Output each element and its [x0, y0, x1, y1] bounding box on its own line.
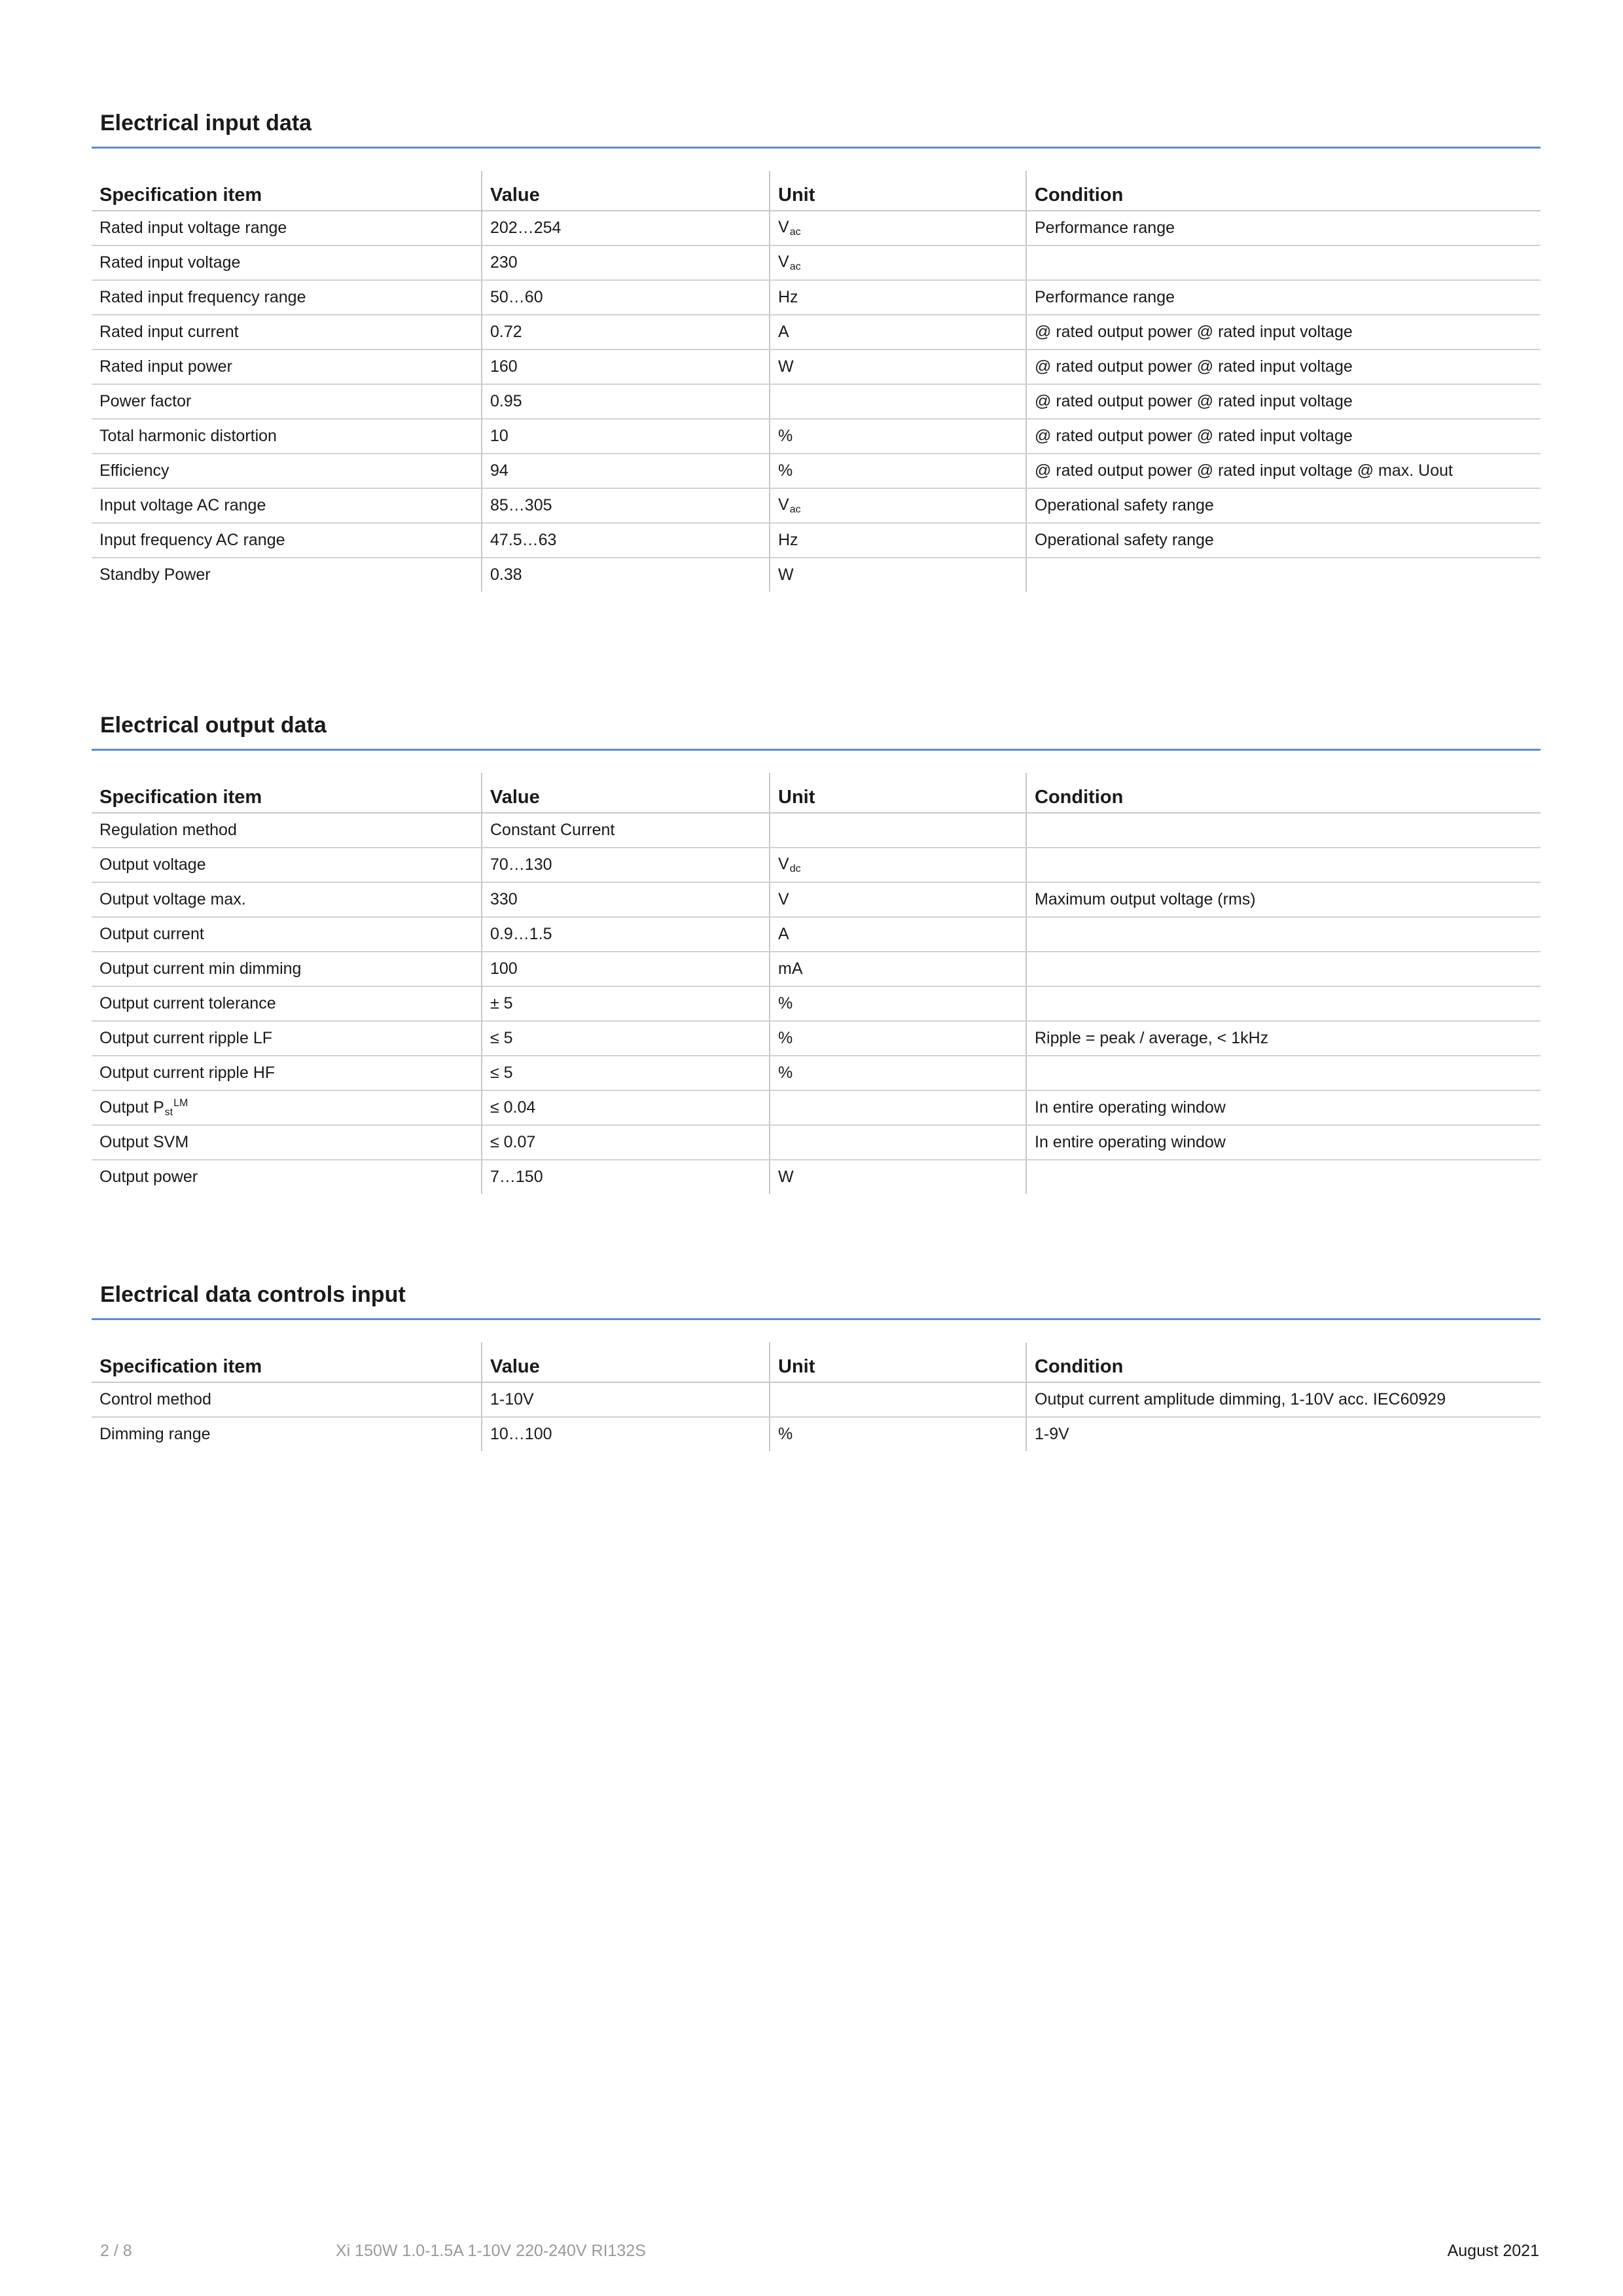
cell-condition: [1026, 917, 1541, 952]
cell-condition: [1026, 986, 1541, 1021]
cell-value: 0.72: [482, 315, 770, 350]
spec-item-text: Rated input voltage range: [99, 219, 287, 237]
cell-value: 0.95: [482, 384, 770, 419]
cell-value: 160: [482, 350, 770, 384]
spec-item-text: Total harmonic distortion: [99, 427, 277, 445]
cell-condition: @ rated output power @ rated input voltage @ max. Uout: [1026, 454, 1541, 488]
cell-condition: [1026, 952, 1541, 986]
unit-text: W: [778, 1168, 794, 1186]
cell-condition: [1026, 1056, 1541, 1090]
cell-condition: @ rated output power @ rated input voltage: [1026, 384, 1541, 419]
header-spec-item: Specification item: [92, 1342, 482, 1382]
cell-unit: [770, 848, 1026, 882]
cell-value: 1-10V: [482, 1382, 770, 1417]
cell-unit: [770, 986, 1026, 1021]
spec-item-text: Output P: [99, 1098, 164, 1117]
spec-item-text: Output current ripple HF: [99, 1064, 276, 1082]
cell-unit: [770, 523, 1026, 558]
spec-item-text: Input frequency AC range: [99, 531, 285, 549]
table-row: [92, 882, 1541, 917]
header-value: Value: [482, 1342, 770, 1382]
unit-text: V: [778, 218, 789, 236]
cell-unit: [770, 280, 1026, 315]
unit-text: %: [778, 461, 793, 480]
cell-value: 100: [482, 952, 770, 986]
cell-value: ≤ 0.07: [482, 1125, 770, 1160]
unit-subscript: ac: [789, 504, 801, 515]
cell-value: ≤ 5: [482, 1056, 770, 1090]
unit-text: V: [778, 253, 789, 271]
unit-text: Hz: [778, 288, 798, 306]
cell-unit: [770, 315, 1026, 350]
header-spec-item: Specification item: [92, 171, 482, 211]
unit-subscript: ac: [789, 261, 801, 272]
spec-item-text: Output current ripple LF: [99, 1029, 273, 1047]
spec-item-text: Dimming range: [99, 1425, 211, 1443]
section-title: Electrical input data: [100, 111, 312, 135]
unit-text: V: [778, 890, 789, 908]
cell-unit: [770, 917, 1026, 952]
cell-unit: [770, 1090, 1026, 1125]
cell-value: 10: [482, 419, 770, 454]
cell-unit: [770, 813, 1026, 848]
cell-condition: Operational safety range: [1026, 523, 1541, 558]
cell-unit: [770, 454, 1026, 488]
table-row: [92, 558, 1541, 592]
spec-item-text: Output current tolerance: [99, 994, 276, 1013]
header-unit: Unit: [770, 773, 1026, 813]
spec-item-text: Rated input current: [99, 323, 239, 341]
cell-unit: [770, 1021, 1026, 1056]
spec-item-text: Output current: [99, 925, 204, 943]
cell-value: 0.38: [482, 558, 770, 592]
unit-text: mA: [778, 960, 803, 978]
section-controls-input: [92, 1275, 1541, 1451]
unit-text: %: [778, 994, 793, 1013]
spec-item-text: Output SVM: [99, 1133, 189, 1151]
spec-item-text: Regulation method: [99, 821, 237, 839]
table-header-row: [92, 171, 1541, 211]
cell-spec-item: [92, 952, 482, 986]
unit-text: %: [778, 1425, 793, 1443]
table-row: [92, 245, 1541, 280]
unit-text: W: [778, 357, 794, 376]
spec-item-text: Power factor: [99, 392, 192, 410]
cell-spec-item: [92, 1160, 482, 1194]
table-row: [92, 1056, 1541, 1090]
cell-condition: [1026, 813, 1541, 848]
cell-spec-item: [92, 848, 482, 882]
footer-date: August 2021: [1447, 2242, 1539, 2260]
cell-unit: [770, 419, 1026, 454]
spec-item-text: Input voltage AC range: [99, 496, 266, 514]
cell-condition: @ rated output power @ rated input voltage: [1026, 315, 1541, 350]
spec-item-text: Rated input voltage: [99, 253, 241, 272]
cell-condition: Operational safety range: [1026, 488, 1541, 523]
cell-unit: [770, 1056, 1026, 1090]
cell-condition: [1026, 558, 1541, 592]
cell-condition: Output current amplitude dimming, 1-10V acc. IEC60929: [1026, 1382, 1541, 1417]
spec-table: [92, 773, 1541, 1194]
unit-text: Hz: [778, 531, 798, 549]
cell-condition: 1-9V: [1026, 1417, 1541, 1451]
header-condition: Condition: [1026, 773, 1541, 813]
cell-spec-item: [92, 1021, 482, 1056]
spec-item-text: Rated input power: [99, 357, 232, 376]
unit-text: W: [778, 565, 794, 584]
table-row: [92, 280, 1541, 315]
cell-spec-item: [92, 523, 482, 558]
table-row: [92, 315, 1541, 350]
table-row: [92, 848, 1541, 882]
cell-spec-item: [92, 558, 482, 592]
table-row: [92, 1382, 1541, 1417]
spec-item-subscript: st: [164, 1106, 173, 1118]
unit-text: %: [778, 1064, 793, 1082]
section-electrical-input: [92, 103, 1541, 592]
cell-unit: [770, 952, 1026, 986]
title-divider: [92, 749, 1541, 751]
cell-unit: [770, 488, 1026, 523]
spec-item-text: Control method: [99, 1390, 211, 1408]
cell-spec-item: [92, 245, 482, 280]
spec-item-text: Efficiency: [99, 461, 169, 480]
cell-condition: [1026, 1160, 1541, 1194]
unit-text: %: [778, 427, 793, 445]
header-condition: Condition: [1026, 171, 1541, 211]
unit-subscript: ac: [789, 226, 801, 238]
table-row: [92, 419, 1541, 454]
spec-item-text: Output voltage max.: [99, 890, 246, 908]
unit-text: %: [778, 1029, 793, 1047]
header-spec-item: Specification item: [92, 773, 482, 813]
cell-condition: @ rated output power @ rated input voltage: [1026, 350, 1541, 384]
cell-spec-item: [92, 882, 482, 917]
cell-unit: [770, 245, 1026, 280]
unit-text: V: [778, 855, 789, 873]
cell-condition: [1026, 245, 1541, 280]
section-title: Electrical data controls input: [100, 1282, 406, 1307]
table-row: [92, 1021, 1541, 1056]
spec-table: [92, 1342, 1541, 1451]
footer-product-name: Xi 150W 1.0-1.5A 1-10V 220-240V RI132S: [336, 2242, 646, 2260]
title-divider: [92, 1318, 1541, 1320]
table-row: [92, 1417, 1541, 1451]
spec-item-text: Output current min dimming: [99, 960, 302, 978]
table-row: [92, 986, 1541, 1021]
table-row: [92, 917, 1541, 952]
cell-value: 50…60: [482, 280, 770, 315]
cell-condition: [1026, 848, 1541, 882]
cell-unit: [770, 882, 1026, 917]
cell-spec-item: [92, 813, 482, 848]
cell-value: ≤ 0.04: [482, 1090, 770, 1125]
cell-spec-item: [92, 454, 482, 488]
spec-item-superscript: LM: [173, 1097, 188, 1109]
table-row: [92, 350, 1541, 384]
cell-unit: [770, 384, 1026, 419]
spec-table: [92, 171, 1541, 592]
header-unit: Unit: [770, 1342, 1026, 1382]
cell-spec-item: [92, 1382, 482, 1417]
unit-subscript: dc: [789, 863, 801, 874]
table-row: [92, 454, 1541, 488]
cell-unit: [770, 211, 1026, 245]
cell-unit: [770, 350, 1026, 384]
table-header-row: [92, 1342, 1541, 1382]
cell-value: ≤ 5: [482, 1021, 770, 1056]
cell-condition: In entire operating window: [1026, 1090, 1541, 1125]
cell-spec-item: [92, 211, 482, 245]
cell-spec-item: [92, 986, 482, 1021]
cell-spec-item: [92, 419, 482, 454]
unit-text: A: [778, 323, 789, 341]
cell-value: 330: [482, 882, 770, 917]
cell-value: 202…254: [482, 211, 770, 245]
table-row: [92, 488, 1541, 523]
cell-condition: In entire operating window: [1026, 1125, 1541, 1160]
spec-item-text: Output voltage: [99, 855, 206, 874]
table-row: [92, 1125, 1541, 1160]
cell-value: 85…305: [482, 488, 770, 523]
cell-spec-item: [92, 1056, 482, 1090]
cell-spec-item: [92, 1090, 482, 1125]
cell-value: 47.5…63: [482, 523, 770, 558]
cell-unit: [770, 1125, 1026, 1160]
cell-unit: [770, 1160, 1026, 1194]
cell-spec-item: [92, 315, 482, 350]
table-row: [92, 384, 1541, 419]
table-row: [92, 1160, 1541, 1194]
cell-condition: Performance range: [1026, 211, 1541, 245]
cell-spec-item: [92, 350, 482, 384]
table-row: [92, 813, 1541, 848]
cell-spec-item: [92, 280, 482, 315]
cell-spec-item: [92, 1417, 482, 1451]
table-row: [92, 211, 1541, 245]
cell-value: 10…100: [482, 1417, 770, 1451]
section-title: Electrical output data: [100, 713, 327, 738]
header-value: Value: [482, 773, 770, 813]
cell-spec-item: [92, 1125, 482, 1160]
spec-item-text: Rated input frequency range: [99, 288, 306, 306]
cell-spec-item: [92, 488, 482, 523]
cell-value: 0.9…1.5: [482, 917, 770, 952]
cell-value: ± 5: [482, 986, 770, 1021]
cell-value: 70…130: [482, 848, 770, 882]
cell-spec-item: [92, 917, 482, 952]
table-row: [92, 1090, 1541, 1125]
spec-item-text: Standby Power: [99, 565, 211, 584]
cell-spec-item: [92, 384, 482, 419]
header-unit: Unit: [770, 171, 1026, 211]
unit-text: A: [778, 925, 789, 943]
cell-unit: [770, 1417, 1026, 1451]
cell-condition: @ rated output power @ rated input voltage: [1026, 419, 1541, 454]
cell-unit: [770, 1382, 1026, 1417]
cell-value: 230: [482, 245, 770, 280]
cell-value: 7…150: [482, 1160, 770, 1194]
cell-unit: [770, 558, 1026, 592]
cell-condition: Maximum output voltage (rms): [1026, 882, 1541, 917]
table-row: [92, 952, 1541, 986]
header-value: Value: [482, 171, 770, 211]
footer-page-number: 2 / 8: [100, 2242, 132, 2260]
header-condition: Condition: [1026, 1342, 1541, 1382]
cell-value: 94: [482, 454, 770, 488]
cell-value: Constant Current: [482, 813, 770, 848]
unit-text: V: [778, 495, 789, 514]
section-electrical-output: [92, 706, 1541, 1194]
cell-condition: Ripple = peak / average, < 1kHz: [1026, 1021, 1541, 1056]
spec-item-text: Output power: [99, 1168, 198, 1186]
cell-condition: Performance range: [1026, 280, 1541, 315]
title-divider: [92, 147, 1541, 149]
table-header-row: [92, 773, 1541, 813]
table-row: [92, 523, 1541, 558]
